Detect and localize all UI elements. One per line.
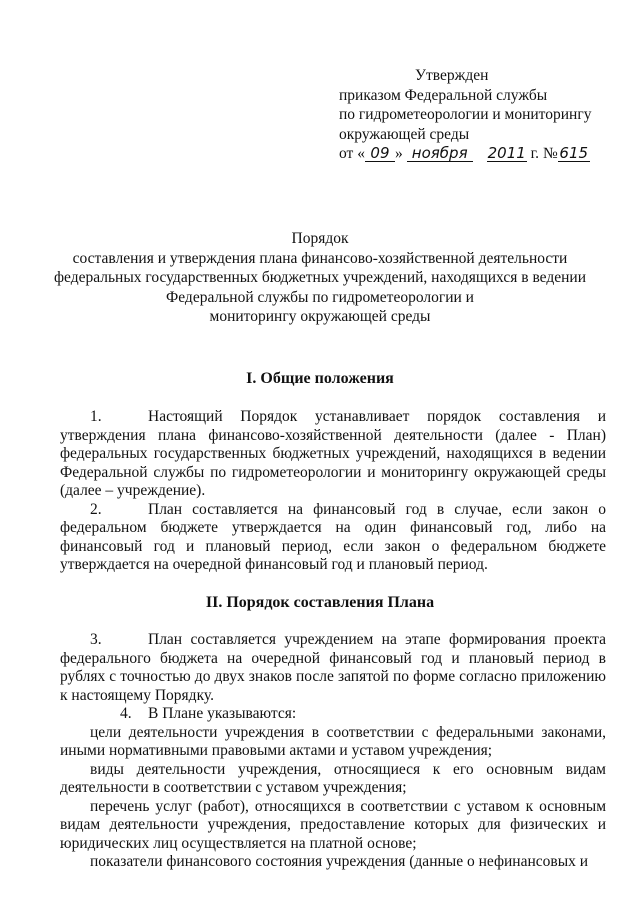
list-item: виды деятельности учреждения, относящиеся к его основным видам деятельности в соответствии с уставом учреждения; [60,760,606,796]
section-1-body [60,408,606,575]
section-2-heading: II. Порядок составления Плана [205,594,435,611]
number-prefix: № [542,145,558,162]
title-line-1: Порядок [291,230,349,247]
title-line-3: федеральных государственных бюджетных учреждений, находящихся в ведении [53,269,586,286]
list-item: перечень услуг (работ), относящихся в соответствии с уставом к основным видам деятельности учреждения, предоставление которых для физических и юридических лиц осуществляется на платной основе; [60,797,606,852]
section-1-heading: I. Общие положения [246,370,394,387]
paragraph-1 [60,408,606,501]
paragraph-4 [60,705,606,724]
approval-stamp [339,66,619,164]
paragraph-1-number: 1. [90,408,102,425]
paragraph-3-text: План составляется учреждением на этапе формирования проекта федерального бюджета на очередной финансовый год и плановый период в рублях с точностью до двух знаков после запятой по форме согласно приложению к настоящему Порядку. [60,631,606,704]
list-item: показатели финансового состояния учреждения (данные о нефинансовых и [90,853,589,870]
title-line-4: Федеральной службы по гидрометеорологии и [166,288,474,306]
handwritten-day: 09 [365,146,395,162]
approval-line-2: приказом Федеральной службы [339,86,548,104]
paragraph-1-text: Настоящий Порядок устанавливает порядок составления и утверждения плана финансово-хозяйственной деятельности (далее - План) федеральных государственных бюджетных учреждений, находящихся в ведении Федеральной службы по гидрометеорологии и мониторингу окружающей среды (далее – учреждение). [60,408,606,499]
paragraph-4-number: 4. [120,705,132,722]
handwritten-year: 2011 [487,144,526,162]
title-line-2: составления и утверждения плана финансово-хозяйственной деятельности [72,249,568,267]
date-mid: » [394,145,403,162]
section-2-body [60,631,606,872]
approval-line-3: по гидрометеорологии и мониторингу [339,106,592,123]
paragraph-2-number: 2. [90,500,102,518]
handwritten-month: ноября [407,146,473,162]
approval-line-4: окружающей среды [339,125,470,143]
document-title [40,229,600,327]
paragraph-3-number: 3. [90,631,102,648]
date-prefix: от « [339,145,365,162]
paragraph-4-text: В Плане указываются: [148,705,297,722]
handwritten-number: 615 [559,144,589,162]
paragraph-3 [60,631,606,705]
title-line-5: мониторингу окружающей среды [209,308,431,325]
approval-line-1: Утвержден [415,67,489,84]
paragraph-2 [60,501,606,575]
date-suffix: г. [530,145,540,162]
list-item: цели деятельности учреждения в соответствии с федеральными законами, иными нормативными правовыми актами и уставом учреждения; [60,723,606,759]
approval-date-line [339,144,619,164]
paragraph-2-text: План составляется на финансовый год в случае, если закон о федеральном бюджете утверждается на один финансовый год, либо на финансовый год и плановый период, если закон о федеральном бюджете утверждается на очередной финансовый год и плановый период. [60,500,606,573]
